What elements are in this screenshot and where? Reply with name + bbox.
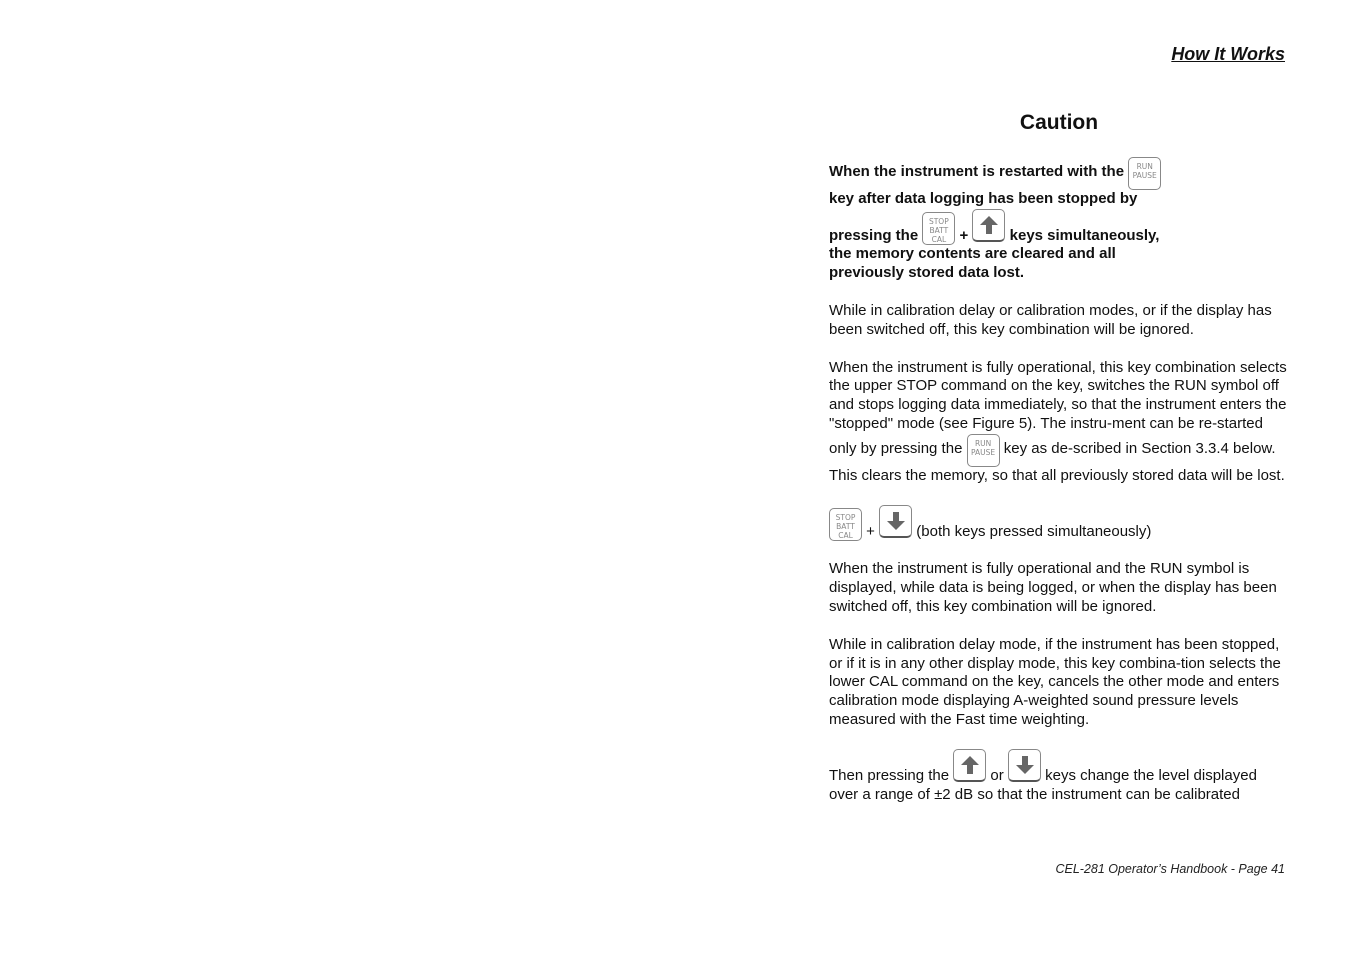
key-label: STOP [928, 216, 949, 226]
run-pause-key-icon [967, 434, 1000, 467]
section-title: How It Works [1171, 44, 1285, 64]
up-arrow-key-icon [972, 209, 1005, 242]
caution-line: When the instrument is restarted with the [829, 162, 1125, 180]
caution-line: pressing the [829, 226, 919, 244]
paragraph-text: Then pressing the [829, 766, 950, 784]
key-combination-line [829, 505, 1289, 542]
caution-line: key after data logging has been stopped by [829, 189, 1138, 207]
paragraph-cal-command: While in calibration delay mode, if the instrument has been stopped, or if it is in any other display mode, this key combina-tion selects the lower CAL command on the key, cancels the other mode and enters calibration mode displaying A-weighted sound pressure levels measured with the Fast time weighting. [829, 635, 1281, 728]
paragraph-ignored-calibration: While in calibration delay or calibration modes, or if the display has been switched off, this key combination will be ignored. [829, 301, 1272, 338]
key-label: PAUSE [1132, 170, 1157, 180]
caution-heading: Caution [1019, 111, 1099, 134]
down-arrow-key-icon [879, 505, 912, 538]
page-footer: CEL-281 Operator’s Handbook - Page 41 [1055, 862, 1285, 876]
key-label: CAL [931, 234, 947, 244]
down-arrow-key-icon [1008, 749, 1041, 782]
plus-sign: + [959, 226, 969, 244]
caution-line: the memory contents are cleared and all [829, 245, 1116, 263]
key-label: BATT [836, 521, 855, 531]
up-arrow-key-icon [953, 749, 986, 782]
key-label: RUN [1136, 161, 1153, 171]
paragraph-text: keys change the level displayed over a range of ±2 dB so that the instrument can be calibrated [829, 766, 1257, 803]
key-label: PAUSE [971, 447, 996, 457]
page-content [829, 110, 1289, 823]
plus-sign: + [866, 522, 875, 540]
key-label: CAL [838, 530, 853, 540]
paragraph-level-adjust [829, 749, 1289, 805]
paragraph-text: When the instrument is fully operational, this key combination selects the upper STOP command on the key, switches the RUN symbol off and stops logging data immediately, so that the instrument enters the "stopped" mode (see Figure 5). The instru-ment can be re-started only by pressing the [829, 358, 1287, 457]
key-label: STOP [835, 512, 856, 522]
paragraph-text: or [990, 766, 1004, 784]
caution-paragraph [829, 157, 1289, 283]
paragraph-stop-command [829, 359, 1289, 486]
run-pause-key-icon [1128, 157, 1161, 190]
paragraph-text: key as de-scribed in Section 3.3.4 below. This clears the memory, so that all previously stored data will be lost. [829, 439, 1285, 484]
caution-line: previously stored data lost. [829, 264, 1025, 282]
key-label: RUN [974, 438, 992, 448]
stop-batt-cal-key-icon [922, 212, 955, 245]
paragraph-ignored-logging: When the instrument is fully operational and the RUN symbol is displayed, while data is being logged, or when the display has been switched off, this key combination will be ignored. [829, 560, 1277, 615]
caution-line: keys simultaneously, [1009, 226, 1160, 244]
stop-batt-cal-key-icon [829, 508, 862, 541]
combination-description: (both keys pressed simultaneously) [916, 522, 1152, 540]
key-label: BATT [929, 225, 949, 235]
